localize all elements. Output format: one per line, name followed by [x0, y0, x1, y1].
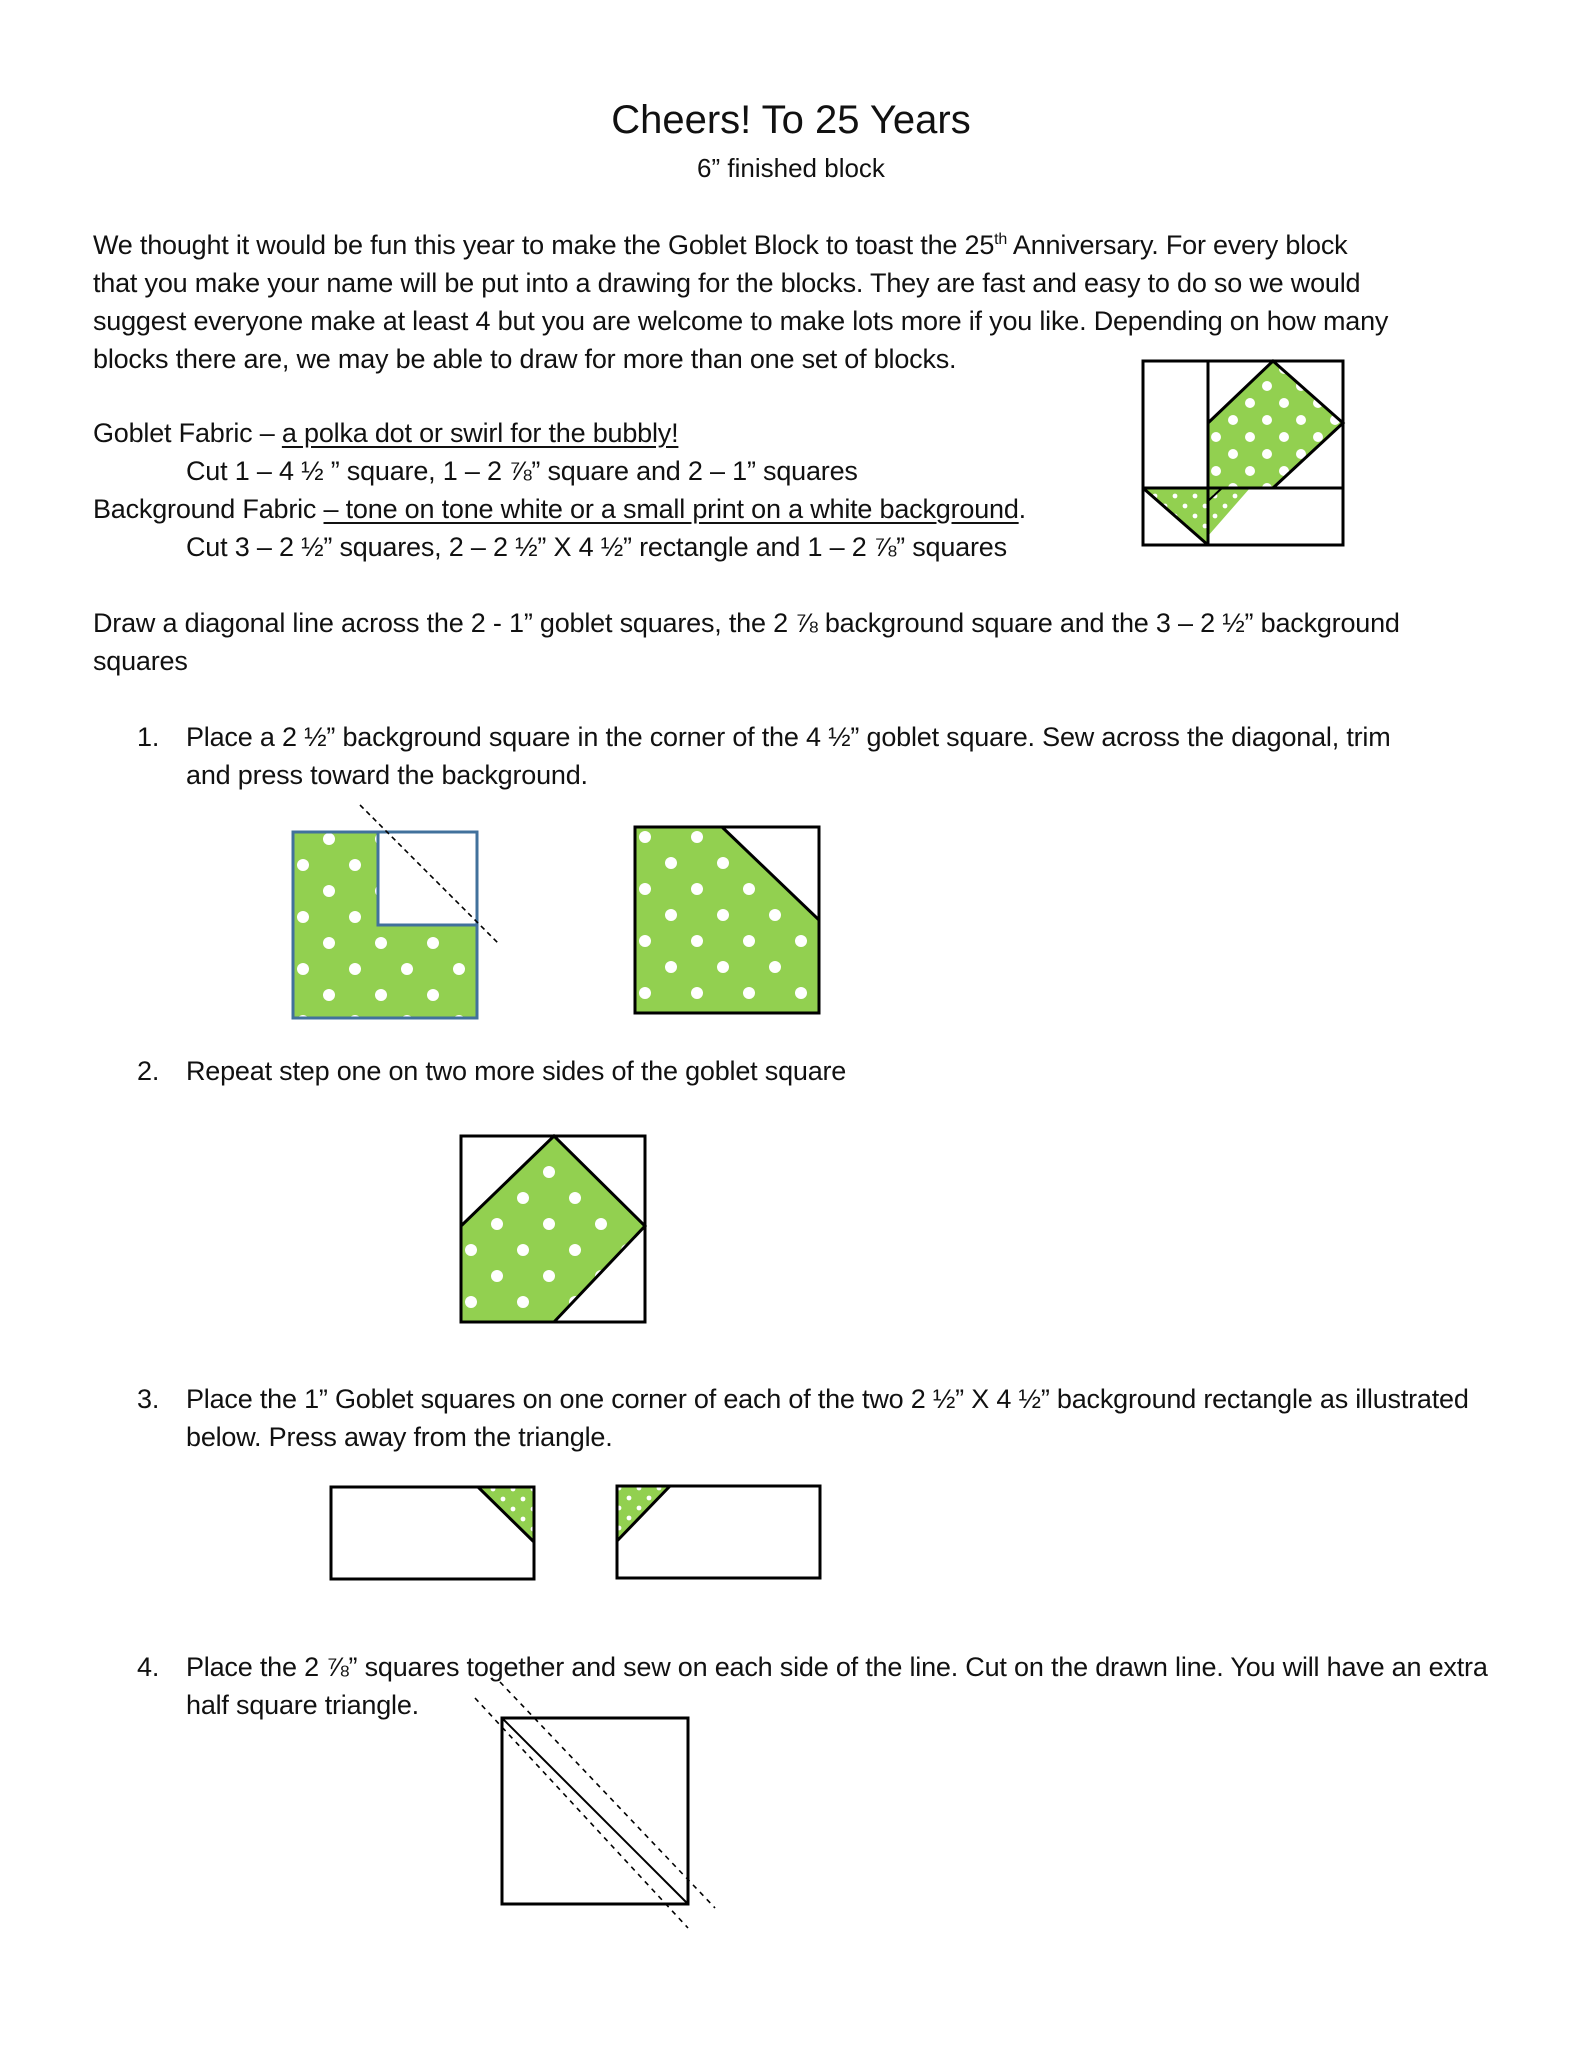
background-cut-instructions: Cut 3 – 2 ½” squares, 2 – 2 ½” X 4 ½” rectangle and 1 – 2 ⅞” squares	[186, 532, 1007, 562]
step3-left-corner-rectangle	[614, 1483, 824, 1581]
intro-line-4: blocks there are, we may be able to draw for more than one set of blocks.	[93, 344, 957, 374]
step3-right-corner-rectangle	[328, 1484, 538, 1582]
intro-line-1	[93, 226, 1493, 264]
step-1	[137, 718, 1507, 794]
intro-paragraph	[93, 226, 1493, 378]
step-3	[137, 1380, 1507, 1456]
step-3-line-1: Place the 1” Goblet squares on one corner of each of the two 2 ½” X 4 ½” background rectangle as illustrated	[186, 1384, 1469, 1414]
page-subtitle: 6” finished block	[697, 153, 885, 183]
instruction-line-2: squares	[93, 646, 188, 676]
goblet-fabric-label: Goblet Fabric –	[93, 418, 282, 448]
step-number: 4.	[137, 1652, 160, 1682]
background-fabric-period: .	[1018, 494, 1026, 524]
instruction-line-1: Draw a diagonal line across the 2 - 1” goblet squares, the 2 ⅞ background square and the 3 – 2 ½” background	[93, 608, 1400, 638]
fabric-requirements	[93, 414, 1026, 566]
step-1-line-2: and press toward the background.	[186, 760, 588, 790]
step-number: 1.	[137, 722, 160, 752]
step2-three-corners-diagram	[458, 1133, 648, 1325]
step-number: 3.	[137, 1384, 160, 1414]
goblet-cut-instructions: Cut 1 – 4 ½ ” square, 1 – 2 ⅞” square and 2 – 1” squares	[186, 456, 858, 486]
step-2-line-1: Repeat step one on two more sides of the goblet square	[186, 1056, 847, 1086]
step-1-line-1: Place a 2 ½” background square in the corner of the 4 ½” goblet square. Sew across the diagonal, trim	[186, 722, 1391, 752]
page-title: Cheers! To 25 Years	[611, 98, 971, 142]
goblet-block-diagram	[1140, 361, 1350, 551]
intro-line-1-text: We thought it would be fun this year to make the Goblet Block to toast the 25	[93, 230, 995, 260]
step-4-line-1: Place the 2 ⅞” squares together and sew on each side of the line. Cut on the drawn line. You will have an extra	[186, 1652, 1488, 1682]
background-fabric-description: – tone on tone white or a small print on a white background	[323, 494, 1019, 524]
intro-line-1-text-end: Anniversary. For every block	[1007, 230, 1348, 260]
goblet-fabric-description: a polka dot or swirl for the bubbly!	[281, 418, 679, 448]
diagonal-line-instruction	[93, 604, 1513, 680]
step4-half-square-triangle-diagram	[470, 1690, 720, 1940]
background-fabric-line	[93, 490, 1026, 528]
step-4	[137, 1648, 1507, 1724]
step1-trimmed-corner-diagram	[632, 824, 822, 1016]
step-3-line-2: below. Press away from the triangle.	[186, 1422, 613, 1452]
step-number: 2.	[137, 1056, 160, 1086]
step-2	[137, 1052, 1507, 1090]
step-4-line-2: half square triangle.	[186, 1690, 419, 1720]
goblet-fabric-line	[93, 414, 1026, 452]
step1-corner-overlay-diagram	[290, 800, 510, 1030]
intro-line-3: suggest everyone make at least 4 but you are welcome to make lots more if you like. Depending on how many	[93, 306, 1389, 336]
ordinal-superscript: th	[994, 231, 1008, 248]
background-fabric-label: Background Fabric	[93, 494, 324, 524]
intro-line-2: that you make your name will be put into a drawing for the blocks. They are fast and easy to do so we would	[93, 268, 1361, 298]
